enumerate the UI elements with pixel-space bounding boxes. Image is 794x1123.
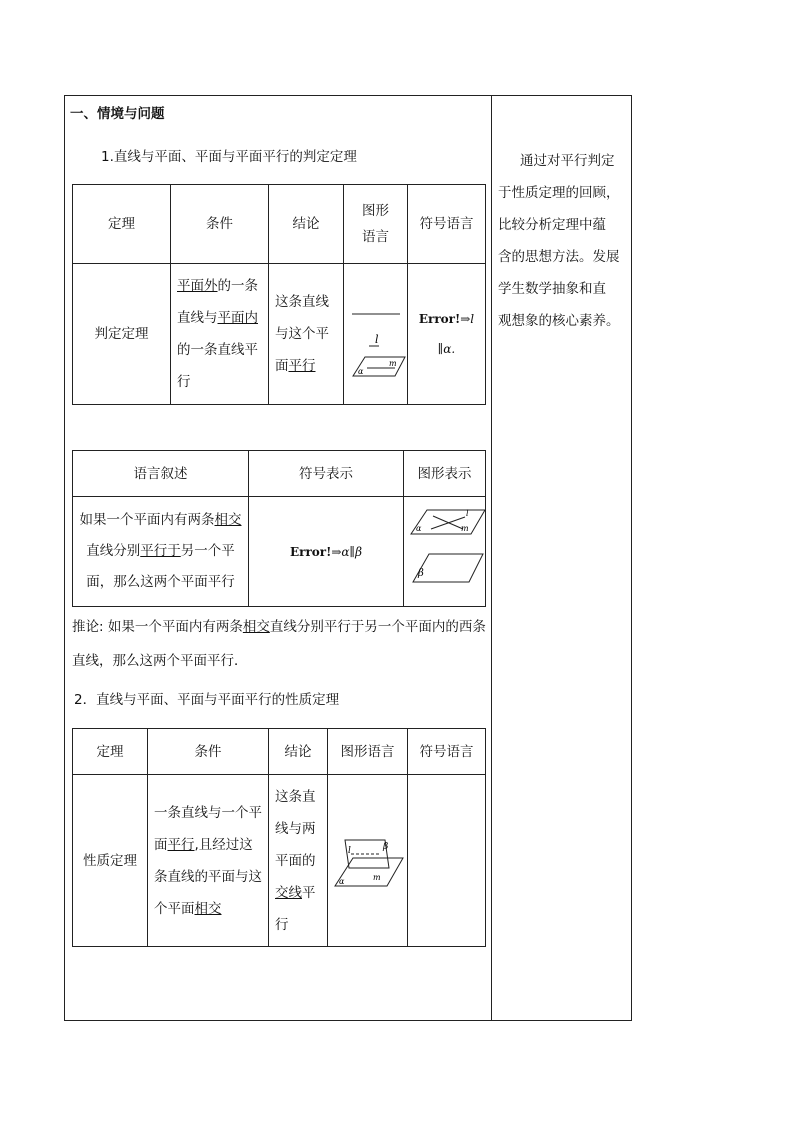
table-row bbox=[73, 729, 486, 775]
symbol-cell: Error!⇒l ∥α. bbox=[408, 264, 486, 405]
label-alpha: α bbox=[357, 366, 363, 376]
condition-cell: 平面外的一条直线与平面内的一条直线平行 bbox=[171, 264, 269, 405]
header-cell: 定理 bbox=[73, 185, 171, 264]
header-cell: 符号语言 bbox=[408, 729, 486, 775]
plane-alpha bbox=[335, 858, 403, 886]
conclusion-cell: 这条直线与两平面的交线平行 bbox=[269, 775, 328, 947]
header-cell: 符号表示 bbox=[249, 451, 404, 497]
conclusion-cell: 这条直线与这个平面平行 bbox=[269, 264, 344, 405]
side-note-line: 比较分析定理中蕴 bbox=[498, 217, 606, 233]
label-l: l bbox=[374, 332, 379, 346]
label-l: l bbox=[465, 509, 469, 518]
header-cell: 符号语言 bbox=[408, 185, 486, 264]
side-note-line: 含的思想方法。发展 bbox=[498, 249, 620, 265]
side-note-line: 学生数学抽象和直 bbox=[498, 281, 606, 297]
table-plane-parallel bbox=[72, 450, 486, 607]
figure-cell bbox=[404, 497, 486, 607]
column-divider bbox=[491, 95, 492, 1021]
two-planes-figure bbox=[405, 502, 485, 592]
table-row bbox=[73, 497, 486, 607]
label-m: m bbox=[372, 873, 381, 882]
header-cell: 图形表示 bbox=[404, 451, 486, 497]
label-m: m bbox=[388, 358, 397, 368]
label-beta: β bbox=[382, 842, 388, 852]
header-cell: 结论 bbox=[269, 185, 344, 264]
side-note-line: 观想象的核心素养。 bbox=[498, 313, 620, 329]
label-alpha: α bbox=[415, 524, 421, 533]
table-property-theorem bbox=[72, 728, 486, 947]
label-m: m bbox=[460, 524, 469, 533]
header-cell: 图形 语言 bbox=[344, 185, 408, 264]
row-label: 判定定理 bbox=[73, 264, 171, 405]
section-heading: 一、情境与问题 bbox=[70, 106, 165, 122]
header-cell: 图形语言 bbox=[328, 729, 408, 775]
label-l: l bbox=[347, 846, 351, 856]
description-cell: 如果一个平面内有两条相交直线分别平行于另一个平面，那么这两个平面平行 bbox=[73, 497, 249, 607]
figure-cell bbox=[328, 775, 408, 947]
table-row bbox=[73, 451, 486, 497]
header-cell: 条件 bbox=[171, 185, 269, 264]
intersecting-planes-figure bbox=[329, 816, 407, 896]
header-cell: 语言叙述 bbox=[73, 451, 249, 497]
condition-cell: 一条直线与一个平面平行,且经过这条直线的平面与这个平面相交 bbox=[148, 775, 269, 947]
side-note bbox=[498, 145, 630, 337]
row-label: 性质定理 bbox=[73, 775, 148, 947]
header-cell: 条件 bbox=[148, 729, 269, 775]
symbol-cell-empty bbox=[408, 775, 486, 947]
figure-cell bbox=[344, 264, 408, 405]
header-cell: 结论 bbox=[269, 729, 328, 775]
table-row bbox=[73, 185, 486, 264]
subheading-1: 1.直线与平面、平面与平面平行的判定定理 bbox=[101, 149, 357, 165]
header-cell: 定理 bbox=[73, 729, 148, 775]
symbol-cell: Error!⇒α∥β bbox=[249, 497, 404, 607]
side-note-line: 通过对平行判定 bbox=[520, 153, 615, 169]
corollary-text: 推论: 如果一个平面内有两条相交直线分别平行于另一个平面内的西条直线，那么这两个平面平行． bbox=[72, 619, 486, 669]
label-alpha: α bbox=[338, 877, 344, 886]
table-judgment-theorem bbox=[72, 184, 486, 405]
subheading-2: 2．直线与平面、平面与平面平行的性质定理 bbox=[74, 692, 340, 708]
table-row bbox=[73, 775, 486, 947]
table-row bbox=[73, 264, 486, 405]
side-note-line: 于性质定理的回顾， bbox=[498, 185, 620, 201]
line-plane-figure bbox=[345, 280, 407, 380]
label-beta: β bbox=[417, 568, 424, 579]
